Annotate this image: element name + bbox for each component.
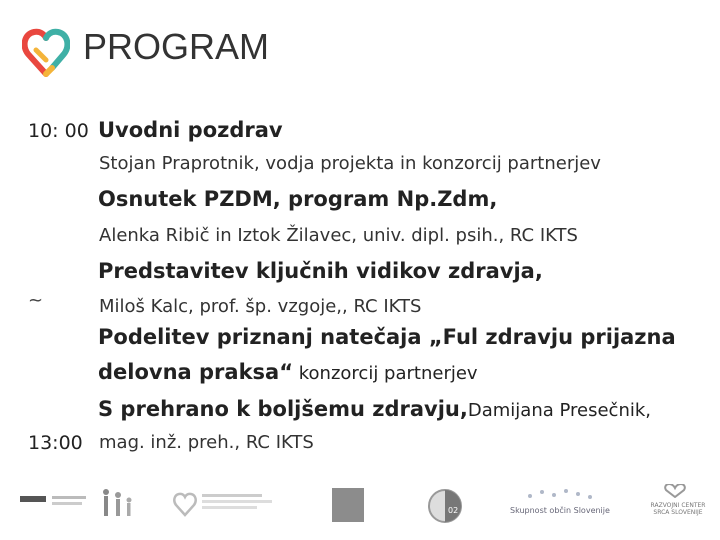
item-title: Uvodni pozdrav: [98, 118, 283, 142]
institute-logo-icon: [20, 496, 46, 502]
time-start: 10: 00: [28, 120, 89, 142]
round-emblem-icon: [426, 488, 464, 524]
rc-heart-icon: [664, 484, 686, 498]
program-logo-text-icon: [202, 506, 257, 509]
footer-logos: [0, 482, 720, 532]
item-subtitle: Alenka Ribič in Iztok Žilavec, univ. dipl. psih., RC IKTS: [99, 225, 578, 246]
item-title-line: [98, 397, 651, 421]
tilde-mark: ~: [28, 290, 44, 311]
crest-logo-icon: [332, 488, 364, 522]
item-title: Osnutek PZDM, program Np.Zdm,: [98, 187, 498, 211]
item-title-continued: delovna praksa“: [98, 360, 294, 384]
item-title: Podelitev priznanj natečaja „Ful zdravju prijazna: [98, 325, 676, 349]
family-figures-icon: [98, 486, 138, 522]
round-emblem-number: 02: [448, 506, 459, 515]
skupnost-logo-text: Skupnost občin Slovenije: [510, 506, 610, 515]
item-title: S prehrano k boljšemu zdravju,: [98, 397, 468, 421]
item-title-line2: [98, 360, 478, 384]
item-subtitle: Stojan Praprotnik, vodja projekta in konzorcij partnerjev: [99, 153, 601, 174]
stars-icon: [510, 486, 610, 504]
item-subtitle: Miloš Kalc, prof. šp. vzgoje,, RC IKTS: [99, 296, 422, 317]
institute-logo-text-icon: [52, 496, 86, 499]
item-subtitle: mag. inž. preh., RC IKTS: [99, 432, 314, 453]
program-logo-text-icon: [202, 500, 272, 503]
item-subtitle: Damijana Presečnik,: [467, 400, 651, 421]
time-end: 13:00: [28, 432, 83, 454]
heart-logo-icon: [22, 24, 70, 80]
item-title: Predstavitev ključnih vidikov zdravja,: [98, 259, 543, 283]
page-title: PROGRAM: [83, 26, 270, 67]
program-logo-text-icon: [202, 494, 262, 497]
item-subtitle: konzorcij partnerjev: [293, 363, 478, 384]
rc-logo-text: RAZVOJNI CENTER SRCA SLOVENIJE: [650, 502, 706, 516]
heart-program-logo-icon: [172, 490, 198, 518]
institute-logo-text-icon: [52, 502, 82, 505]
